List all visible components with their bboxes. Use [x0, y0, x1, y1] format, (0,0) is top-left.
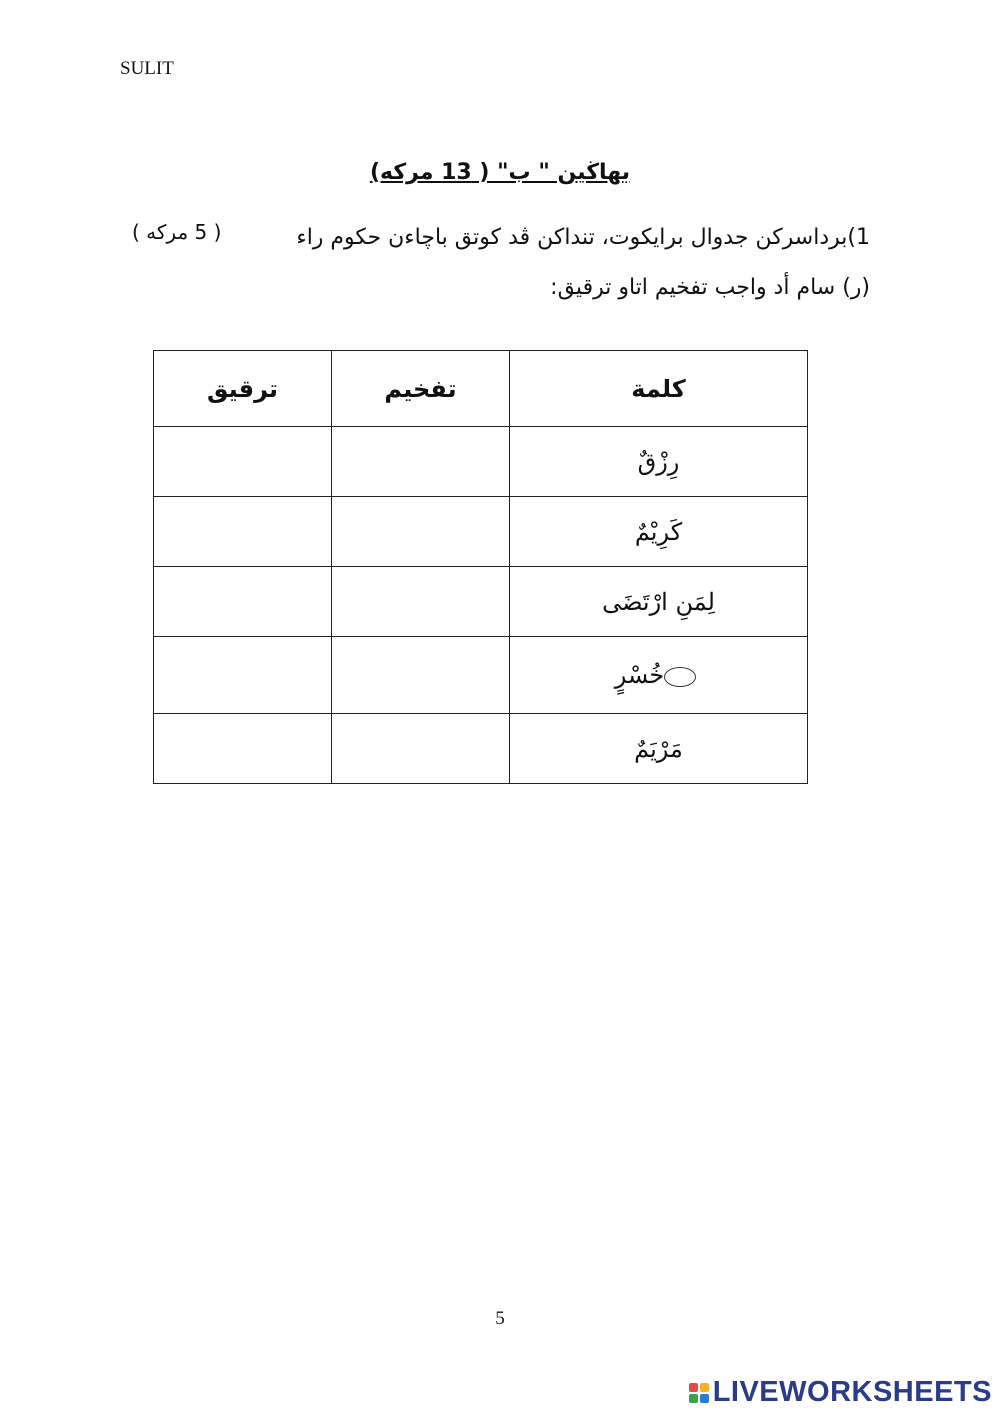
- tarqiq-answer-cell[interactable]: [154, 637, 332, 714]
- document-code: SULIT: [120, 58, 174, 79]
- table-row: [154, 714, 808, 784]
- header-kalimah: كلمة: [510, 351, 808, 427]
- section-title: بهاڬين " ب" ( 13 مركه): [369, 160, 631, 185]
- word-cell: [510, 714, 808, 784]
- word-text: مَرْيَمٌ: [634, 734, 683, 763]
- liveworksheets-logo-icon: [689, 1383, 709, 1403]
- word-cell: [510, 567, 808, 637]
- table-row: [154, 567, 808, 637]
- tarqiq-answer-cell[interactable]: [154, 497, 332, 567]
- ayah-end-icon: [664, 667, 696, 687]
- word-text: خُسْرٍ: [614, 661, 665, 689]
- page-number: 5: [495, 1308, 505, 1329]
- logo-square: [700, 1383, 709, 1392]
- liveworksheets-brand: [689, 1376, 992, 1409]
- tafkhim-answer-cell[interactable]: [332, 497, 510, 567]
- question-text-line1: 1)برداسركن جدوال برايكوت، تنداكن ڤد كوتق باچاءن حكوم راء: [296, 225, 870, 250]
- question-text-line2: (ر) سام أد واجب تفخيم اتاو ترقيق:: [550, 275, 870, 300]
- word-text: لِمَنِ ارْتَضَى: [602, 587, 715, 616]
- logo-square: [700, 1394, 709, 1403]
- header-tarqiq: ترقيق: [154, 351, 332, 427]
- tarqiq-answer-cell[interactable]: [154, 714, 332, 784]
- tarqiq-answer-cell[interactable]: [154, 427, 332, 497]
- answer-table: [153, 350, 808, 784]
- logo-square: [689, 1394, 698, 1403]
- table-row: [154, 637, 808, 714]
- table-row: [154, 497, 808, 567]
- brand-name: LIVEWORKSHEETS: [712, 1376, 992, 1408]
- tafkhim-answer-cell[interactable]: [332, 567, 510, 637]
- header-tafkhim: تفخيم: [332, 351, 510, 427]
- tafkhim-answer-cell[interactable]: [332, 637, 510, 714]
- tarqiq-answer-cell[interactable]: [154, 567, 332, 637]
- word-cell: [510, 637, 808, 714]
- tafkhim-answer-cell[interactable]: [332, 427, 510, 497]
- table-header-row: [154, 351, 808, 427]
- logo-square: [689, 1383, 698, 1392]
- question-marks: ( 5 مركه ): [132, 220, 222, 244]
- word-cell: [510, 427, 808, 497]
- table-row: [154, 427, 808, 497]
- word-cell: [510, 497, 808, 567]
- tafkhim-answer-cell[interactable]: [332, 714, 510, 784]
- word-text: كَرِيْمٌ: [634, 517, 683, 546]
- word-text: رِزْقٌ: [637, 447, 680, 476]
